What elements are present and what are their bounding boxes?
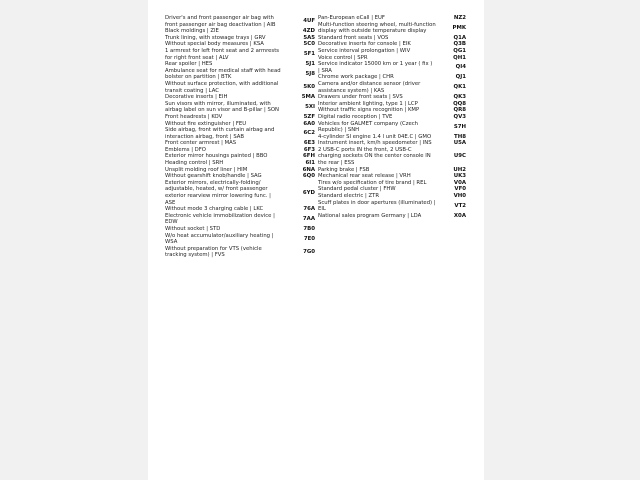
option-code: QH1	[453, 54, 466, 61]
option-code: 6NA	[302, 166, 315, 173]
option-code: 76A	[303, 206, 315, 213]
option-entry	[318, 200, 466, 213]
option-entry	[165, 226, 315, 233]
option-description: Side airbag, front with curtain airbag and interaction airbag, front | SAB	[165, 127, 275, 140]
option-entry	[165, 81, 315, 94]
option-code: 6A0	[303, 120, 315, 127]
option-entry	[165, 94, 315, 101]
option-code: U5A	[453, 140, 466, 147]
option-description: Black moldings | ZIE	[165, 28, 219, 35]
option-description: Standard electric | ZTR	[318, 193, 380, 200]
option-entry	[165, 35, 315, 42]
option-entry	[165, 140, 315, 147]
option-entry	[318, 140, 466, 147]
option-code: 7E0	[303, 235, 315, 242]
option-entry	[318, 167, 466, 174]
option-description: Interior ambient lighting, type 1 | LCP	[318, 100, 418, 107]
option-code: 4UF	[303, 18, 315, 25]
option-code: UK3	[453, 173, 466, 180]
option-entry	[318, 186, 466, 193]
option-description: Sun visors with mirror, illuminated, with airbag label on sun visor and B-pillar | SON	[165, 100, 279, 114]
option-description: Voice control | SPR	[318, 54, 368, 61]
option-description: Ambulance seat for medical staff with head bolster on partition | BTK	[165, 67, 281, 81]
option-code: 6Q0	[302, 173, 315, 180]
option-code: 7AA	[302, 216, 315, 223]
option-entry	[165, 41, 315, 48]
option-entry	[165, 246, 315, 259]
option-code: QQ8	[453, 100, 466, 107]
option-entry	[318, 107, 466, 114]
option-code: 5J1	[305, 61, 315, 68]
option-description: Mechanical rear seat release | VRH	[318, 173, 411, 180]
option-description: Without special body measures | KSA	[165, 41, 264, 48]
option-entry	[318, 15, 466, 22]
option-description: National sales program Germany | LDA	[318, 212, 422, 219]
option-entry	[165, 173, 315, 180]
option-code: QG1	[453, 47, 466, 54]
option-code: V0A	[453, 179, 466, 186]
option-description: Without surface protection, with additional transit coating | LAC	[165, 80, 279, 94]
option-description: Emblems | DFO	[165, 146, 206, 153]
option-code: U9C	[453, 153, 466, 160]
option-code: 5C0	[303, 41, 315, 48]
option-code: 6I1	[305, 160, 315, 167]
option-description: Service interval prolongation | WIV	[318, 47, 411, 54]
option-description: Without mode 3 charging cable | LKC	[165, 206, 264, 213]
option-code: 6F3	[303, 146, 315, 153]
option-description: 2 USB-C ports IN the front, 2 USB-C charging sockets ON the center console IN the rear | ESS	[318, 146, 431, 167]
option-description: Tires w/o specification of tire brand | REL	[318, 179, 427, 186]
option-code: PMK	[452, 24, 466, 31]
option-entry	[318, 22, 466, 35]
option-description: Parking brake | FSB	[318, 166, 370, 173]
option-entry	[165, 114, 315, 121]
option-code: VF0	[454, 186, 466, 193]
option-description: 1 armrest for left front seat and 2 armrests for right front seat | ALV	[165, 47, 280, 61]
option-entry	[318, 35, 466, 42]
option-code: QR8	[453, 107, 466, 114]
option-description: Without fire extinguisher | FEU	[165, 120, 247, 127]
option-code: 5XI	[305, 104, 315, 111]
option-description: Without preparation for VTS (vehicle tracking system) | FVS	[165, 245, 262, 259]
option-description: W/o heat accumulator/auxiliary heating | WSA	[165, 232, 274, 246]
option-code: X0A	[453, 212, 466, 219]
option-description: 4-cylinder SI engine 1.4 l unit 04E.C | GMO	[318, 133, 432, 140]
option-entry	[318, 48, 466, 55]
option-code: NZ2	[453, 15, 466, 21]
option-entry	[165, 147, 315, 154]
option-code: 7B0	[303, 226, 315, 232]
option-entry	[318, 147, 466, 167]
option-description: Standard pedal cluster | FHW	[318, 186, 396, 193]
option-code: 4ZD	[302, 28, 315, 35]
option-entry	[165, 127, 315, 140]
option-description: Without traffic signs recognition | KMP	[318, 107, 420, 114]
option-entry	[318, 101, 466, 108]
option-entry	[165, 206, 315, 213]
option-list-right	[318, 15, 466, 219]
option-entry	[165, 233, 315, 246]
option-description: Multi-function steering wheel, multi-function display with outside temperature display	[318, 21, 436, 35]
option-code: 6C2	[303, 130, 315, 137]
option-code: 5J8	[305, 71, 315, 78]
option-code: 5A5	[303, 34, 315, 41]
option-code: 5ZF	[303, 113, 315, 120]
option-entry	[165, 68, 315, 81]
option-entry	[165, 48, 315, 61]
option-code: Q1A	[453, 34, 466, 41]
option-entry	[165, 160, 315, 167]
option-entry	[318, 55, 466, 62]
option-entry	[318, 41, 466, 48]
option-entry	[165, 61, 315, 68]
option-description: Unsplit molding roof liner | HIM	[165, 166, 248, 173]
option-entry	[165, 15, 315, 28]
option-entry	[165, 153, 315, 160]
option-code: QK1	[453, 84, 466, 91]
option-code: UH2	[453, 166, 466, 173]
option-entry	[318, 114, 466, 121]
option-entry	[318, 81, 466, 94]
option-code: QV3	[453, 113, 466, 120]
option-description: Instrument insert, km/h speedometer | INS	[318, 140, 432, 147]
option-entry	[318, 94, 466, 101]
option-description: Pan-European eCall | EUF	[318, 15, 385, 21]
option-code: 7G0	[303, 249, 315, 256]
option-description: Decorative inserts | EIH	[165, 94, 228, 101]
option-description: Digital radio reception | TVE	[318, 113, 393, 120]
option-entry	[318, 121, 466, 134]
option-code: 5F1	[303, 51, 315, 58]
option-description: Standard front seats | VOS	[318, 34, 389, 41]
option-entry	[318, 173, 466, 180]
option-code: 6FH	[303, 153, 315, 160]
option-description: Exterior mirror housings painted | BBO	[165, 153, 268, 160]
option-description: Without socket | STD	[165, 226, 221, 232]
option-code: S7H	[453, 123, 466, 130]
option-code: VT2	[454, 202, 466, 209]
option-description: Vehicles for GALMET company (Czech Republic) | SNH	[318, 120, 419, 134]
option-description: Exterior mirrors, electrically-folding/ adjustable, heated, w/ front passenger exterior rearview mirror lowering func. | ASE	[165, 179, 271, 206]
option-description: Chrome work package | CHR	[318, 74, 394, 81]
option-entry	[165, 121, 315, 128]
option-entry	[318, 61, 466, 74]
option-list-left	[165, 15, 315, 259]
option-description: Drawers under front seats | SVS	[318, 94, 403, 101]
option-description: Front center armrest | MAS	[165, 140, 237, 147]
option-description: Scuff plates in door apertures (illuminated) | EIL	[318, 199, 436, 213]
option-code: QK3	[453, 94, 466, 101]
option-code: 6YD	[302, 189, 315, 196]
option-entry	[165, 180, 315, 206]
option-code: QI4	[455, 64, 466, 71]
option-description: Service indicator 15000 km or 1 year ( fix ) | SRA	[318, 61, 433, 74]
option-entry	[165, 28, 315, 35]
option-description: Driver's and front passenger air bag with front passenger air bag deactivation | AIB	[165, 15, 276, 28]
option-description: Heading control | SRH	[165, 160, 224, 167]
option-entry	[165, 167, 315, 174]
option-code: VH0	[453, 193, 466, 200]
option-code: 6E3	[303, 140, 315, 147]
option-description: Trunk lining, with stowage trays | GRV	[165, 34, 266, 41]
option-code: QJ1	[455, 74, 466, 81]
option-entry	[318, 193, 466, 200]
option-code: Q3B	[453, 41, 466, 48]
option-description: Electronic vehicle immobilization device | EDW	[165, 212, 275, 226]
option-code: 5MA	[301, 94, 315, 101]
option-entry	[165, 213, 315, 226]
option-entry	[318, 74, 466, 81]
option-entry	[165, 101, 315, 114]
option-code: TH8	[454, 133, 466, 140]
option-entry	[318, 180, 466, 187]
option-entry	[318, 134, 466, 141]
option-description: Rear spoiler | HES	[165, 61, 213, 68]
option-description: Decorative inserts for console | EIK	[318, 41, 411, 48]
option-entry	[318, 213, 466, 220]
option-code: 5K0	[303, 84, 315, 91]
option-description: Without gearshift knob/handle | SAG	[165, 173, 262, 180]
option-description: Camera and/or distance sensor (driver assistance system) | KAS	[318, 80, 421, 94]
option-description: Front headrests | KOV	[165, 113, 223, 120]
